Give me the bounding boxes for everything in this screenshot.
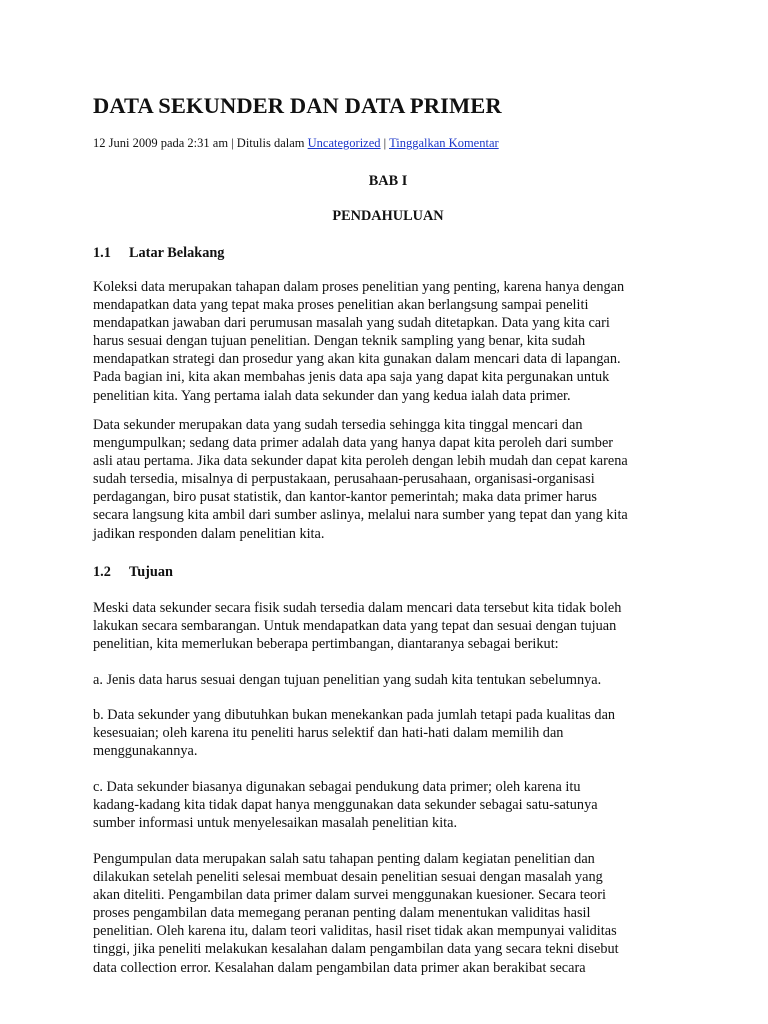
text-line: kadang-kadang kita tidak dapat hanya menggunakan data sekunder sebagai satu-satunya [93,797,598,814]
text-line: Data sekunder merupakan data yang sudah tersedia sehingga kita tinggal mencari dan [93,417,583,433]
text-line: dilakukan setelah peneliti selesai membuat desain penelitian sesuai dengan masalah yang [93,869,603,886]
text-line: penelitian kita. Yang pertama ialah data sekunder dan yang kedua ialah data primer. [93,387,571,404]
section-title: Latar Belakang [129,245,225,261]
text-line: perdagangan, biro pusat statistik, dan kantor-kantor pemerintah; maka data primer harus [93,489,597,506]
text-line: mengumpulkan; sedang data primer adalah data yang hanya dapat kita peroleh dari sumber [93,435,614,452]
list-item-c [93,778,683,832]
paragraph-latar-belakang-2 [93,416,683,543]
text-line: secara langsung kita ambil dari sumber aslinya, melalui nara sumber yang tepat dan yang kita [93,507,628,524]
text-line: c. Data sekunder biasanya digunakan sebagai pendukung data primer; oleh karena itu [93,779,581,795]
category-link[interactable]: Uncategorized [307,136,381,150]
text-line: Koleksi data merupakan tahapan dalam proses penelitian yang penting, karena hanya dengan [93,279,625,295]
list-item-b [93,706,683,760]
text-line: kesesuaian; oleh karena itu peneliti harus selektif dan hati-hati dalam memilih dan [93,725,564,742]
section-title: Tujuan [129,564,173,580]
post-date: 12 Juni 2009 pada 2:31 am | Ditulis dalam [93,136,308,150]
list-item-a [93,671,683,689]
text-line: asli atau pertama. Jika data sekunder dapat kita peroleh dengan lebih mudah dan cepat karena [93,453,628,470]
text-line: Meski data sekunder secara fisik sudah tersedia dalam mencari data tersebut kita tidak boleh [93,600,622,616]
text-line: sumber informasi untuk menyelesaikan masalah penelitian kita. [93,815,458,832]
text-line: sudah tersedia, misalnya di perpustakaan, perusahaan-perusahaan, organisasi-organisasi [93,471,595,488]
section-number: 1.1 [93,245,111,261]
text-line: lakukan secara sembarangan. Untuk mendapatkan data yang tepat dan sesuai dengan tujuan [93,618,617,635]
text-line: jadikan responden dalam penelitian kita. [93,525,325,542]
text-line: harus sesuai dengan tujuan penelitian. Dengan teknik sampling yang benar, kita sudah [93,333,586,350]
paragraph-pengumpulan-data [93,850,683,977]
text-line: mendapatkan data yang tepat maka proses penelitian akan berlangsung sampai peneliti [93,297,589,314]
text-line: b. Data sekunder yang dibutuhkan bukan menekankan pada jumlah tetapi pada kualitas dan [93,707,616,723]
text-line: Pengumpulan data merupakan salah satu tahapan penting dalam kegiatan penelitian dan [93,851,595,867]
text-line: proses pengambilan data memegang peranan penting dalam menentukan validitas hasil [93,905,591,922]
chapter-title: PENDAHULUAN [332,208,444,224]
section-heading-1-2 [93,564,173,581]
paragraph-tujuan [93,599,683,653]
paragraph-latar-belakang-1 [93,278,683,405]
text-line: Pada bagian ini, kita akan membahas jenis data apa saja yang dapat kita pergunakan untuk [93,369,610,386]
text-line: a. Jenis data harus sesuai dengan tujuan penelitian yang sudah kita tentukan sebelumnya. [93,672,602,688]
section-heading-1-1 [93,245,224,262]
comment-link[interactable]: Tinggalkan Komentar [389,136,499,150]
text-line: akan diteliti. Pengambilan data primer dalam survei menggunakan kuesioner. Secara teori [93,887,606,904]
post-meta [93,136,499,151]
text-line: menggunakannya. [93,743,198,760]
text-line: penelitian, kita memerlukan beberapa pertimbangan, diantaranya sebagai berikut: [93,636,559,653]
text-line: mendapatkan jawaban dari perumusan masalah yang sudah ditetapkan. Data yang kita cari [93,315,610,332]
text-line: tinggi, jika peneliti melakukan kesalahan dalam pengambilan data yang secara tekni disebut [93,941,619,958]
page-title: DATA SEKUNDER DAN DATA PRIMER [93,93,502,118]
text-line: penelitian. Oleh karena itu, dalam teori validitas, hasil riset tidak akan mempunyai validitas [93,923,617,940]
chapter-heading: BAB I [368,173,408,189]
section-number: 1.2 [93,564,111,580]
text-line: data collection error. Kesalahan dalam pengambilan data primer akan berakibat secara [93,959,586,976]
text-line: mendapatkan strategi dan prosedur yang akan kita gunakan dalam mencari data di lapangan. [93,351,621,368]
meta-separator: | [380,136,390,150]
